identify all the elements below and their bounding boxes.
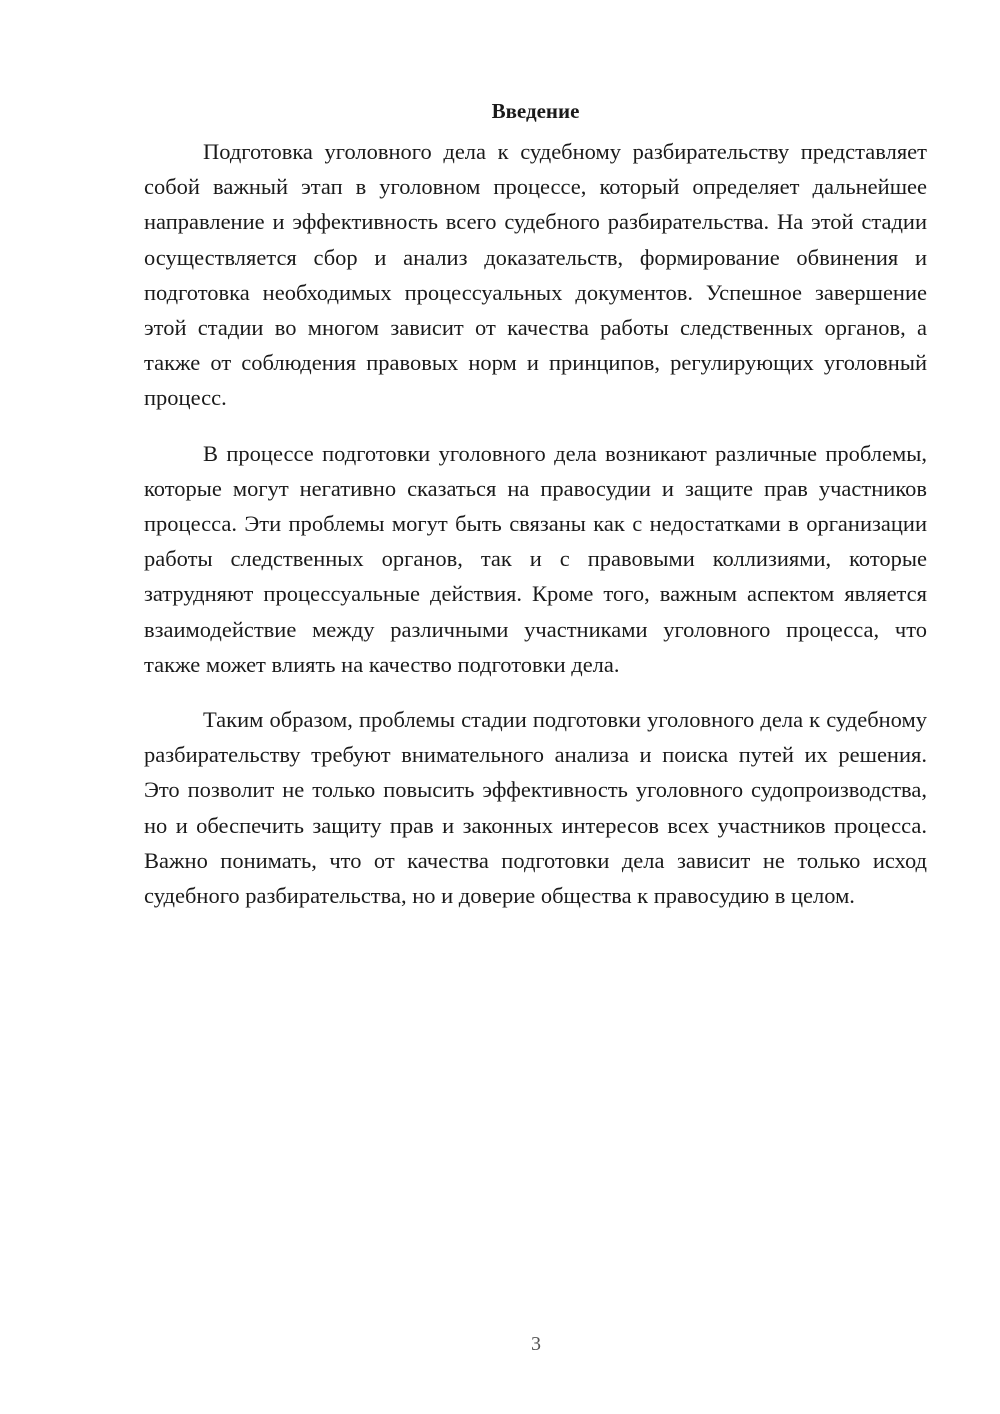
page-content [144,96,927,933]
page-number: 3 [531,1333,541,1355]
section-heading: Введение [491,99,580,123]
paragraph-3: Таким образом, проблемы стадии подготовки уголовного дела к судебному разбирательству требуют внимательного анализа и поиска путей их решения. Это позволит не только повысить эффективность уголовного судопроизводства, но и обеспечить защиту прав и законных интересов всех участников процесса. Важно понимать, что от качества подготовки дела зависит не только исход судебного разбирательства, но и доверие общества к правосудию в целом. [144,707,927,909]
paragraph-1: Подготовка уголовного дела к судебному разбирательству представляет собой важный этап в уголовном процессе, который определяет дальнейшее направление и эффективность всего судебного разбирательства. На этой стадии осуществляется сбор и анализ доказательств, формирование обвинения и подготовка необходимых процессуальных документов. Успешное завершение этой стадии во многом зависит от качества работы следственных органов, а также от соблюдения правовых норм и принципов, регулирующих уголовный процесс. [144,139,927,411]
paragraph-2: В процессе подготовки уголовного дела возникают различные проблемы, которые могут негативно сказаться на правосудии и защите прав участников процесса. Эти проблемы могут быть связаны как с недостатками в организации работы следственных органов, так и с правовыми коллизиями, которые затрудняют процессуальные действия. Кроме того, важным аспектом является взаимодействие между различными участниками уголовного процесса, что также может влиять на качество подготовки дела. [144,440,927,677]
